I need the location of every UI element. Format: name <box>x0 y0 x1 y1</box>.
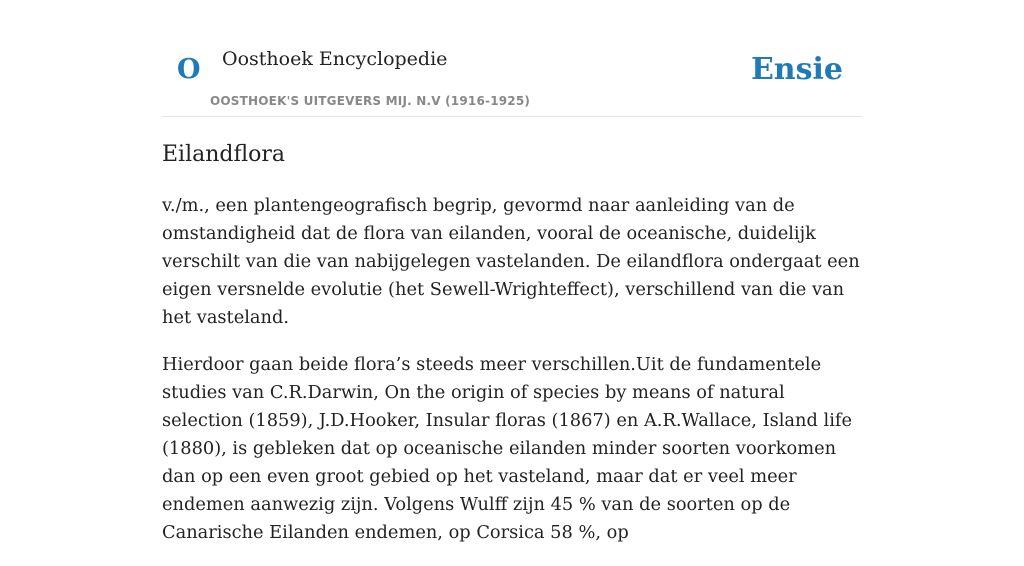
logo-icon[interactable]: O <box>177 54 201 85</box>
article-paragraph-2: Hierdoor gaan beide flora’s steeds meer verschillen.Uit de fundamentele studies van C.R.Darwin, On the origin of species by means of natural selection (1859), J.D.Hooker, Insular floras (1867) en A.R.Wallace, Island life (1880), is gebleken dat op oceanische eilanden minder soorten voorkomen dan op een even groot gebied op het vasteland, maar dat er veel meer endemen aanwezig zijn. Volgens Wulff zijn 45 % van de soorten op de Canarische Eilanden endemen, op Corsica 58 %, op <box>162 354 852 543</box>
publisher-subtitle: OOSTHOEK'S UITGEVERS MIJ. N.V (1916-1925) <box>210 94 531 108</box>
site-header <box>162 0 862 117</box>
article-body <box>162 192 862 566</box>
article-paragraph-1: v./m., een plantengeografisch begrip, gevormd naar aanleiding van de omstandigheid dat de flora van eilanden, vooral de oceanische, duidelijk verschilt van die van nabijgelegen vastelanden. De eilandflora ondergaat een eigen versnelde evolutie (het Sewell-Wrighteffect), verschillend van die van het vasteland. <box>162 195 860 328</box>
site-title-link[interactable]: Oosthoek Encyclopedie <box>222 48 448 70</box>
page <box>162 0 862 543</box>
ensie-brand-link[interactable]: Ensie <box>750 52 843 87</box>
article-title: Eilandflora <box>162 142 286 167</box>
